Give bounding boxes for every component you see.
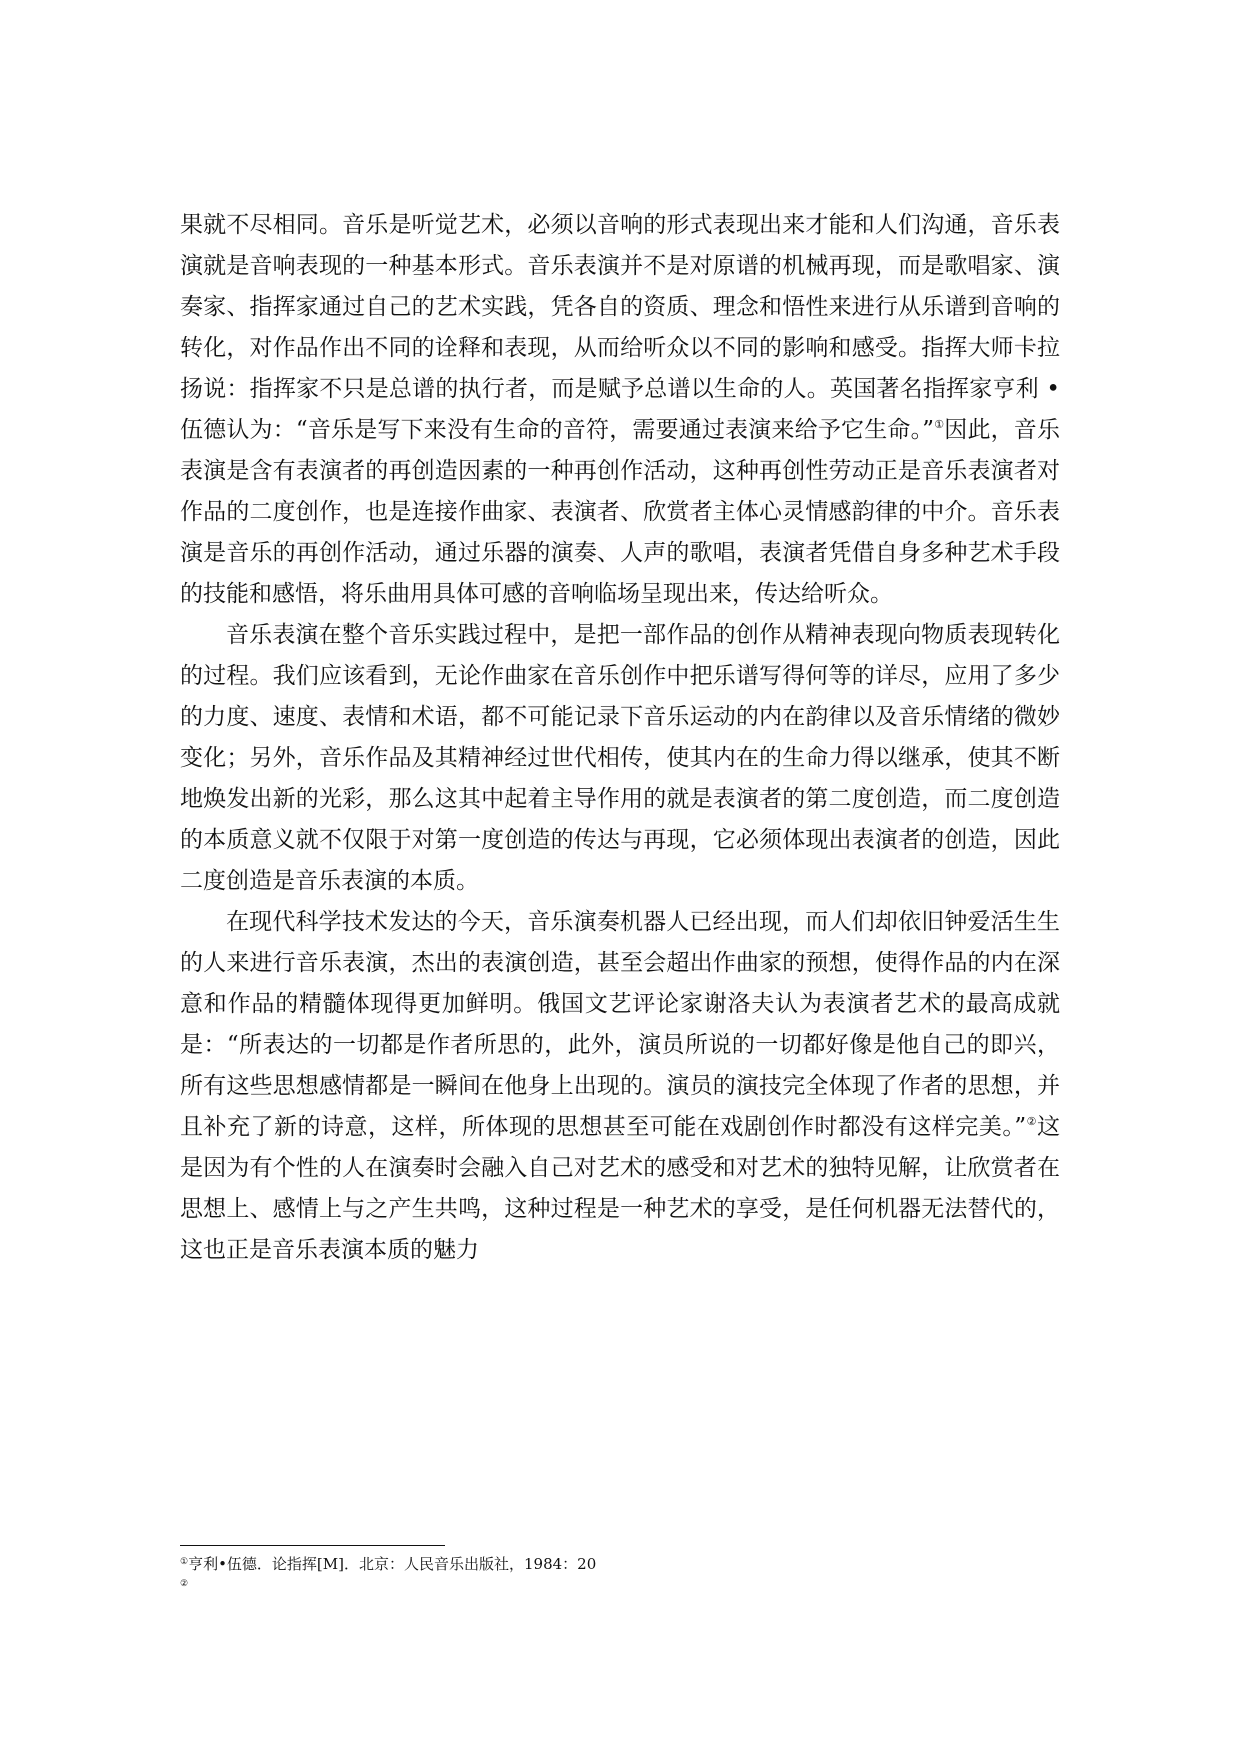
paragraph-text: 这是因为有个性的人在演奏时会融入自己对艺术的感受和对艺术的独特见解，让欣赏者在思想上、感情上与之产生共鸣，这种过程是一种艺术的享受，是任何机器无法替代的，这也正是音乐表演本质的魅力 — [180, 1114, 1060, 1263]
footnote — [180, 1575, 1060, 1597]
paragraph — [180, 615, 1060, 902]
footnote-mark: ② — [180, 1579, 189, 1589]
footnote-mark: ① — [180, 1557, 189, 1567]
paragraph-text: 音乐表演在整个音乐实践过程中，是把一部作品的创作从精神表现向物质表现转化的过程。我们应该看到，无论作曲家在音乐创作中把乐谱写得何等的详尽，应用了多少的力度、速度、表情和术语，都不可能记录下音乐运动的内在韵律以及音乐情绪的微妙变化；另外，音乐作品及其精神经过世代相传，使其内在的生命力得以继承，使其不断地焕发出新的光彩，那么这其中起着主导作用的就是表演者的第二度创造，而二度创造的本质意义就不仅限于对第一度创造的传达与再现，它必须体现出表演者的创造，因此二度创造是音乐表演的本质。 — [180, 622, 1060, 894]
paragraph-text: 因此，音乐表演是含有表演者的再创造因素的一种再创作活动，这种再创性劳动正是音乐表演者对作品的二度创作，也是连接作曲家、表演者、欣赏者主体心灵情感韵律的中介。音乐表演是音乐的再创作活动，通过乐器的演奏、人声的歌唱，表演者凭借自身多种艺术手段的技能和感悟，将乐曲用具体可感的音响临场呈现出来，传达给听众。 — [180, 417, 1060, 607]
footnote-separator — [180, 1545, 445, 1546]
paragraph — [180, 902, 1060, 1271]
paragraph — [180, 205, 1060, 615]
footnote-reference: ① — [934, 418, 945, 431]
footnote-reference: ② — [1026, 1115, 1037, 1128]
footnotes — [180, 1553, 1060, 1597]
body-text — [180, 205, 1060, 1271]
footnote-text: 亨利•伍德．论指挥[M]．北京：人民音乐出版社，1984：20 — [188, 1555, 597, 1573]
paragraph-text: 在现代科学技术发达的今天，音乐演奏机器人已经出现，而人们却依旧钟爱活生生的人来进行音乐表演，杰出的表演创造，甚至会超出作曲家的预想，使得作品的内在深意和作品的精髓体现得更加鲜明。俄国文艺评论家谢洛夫认为表演者艺术的最高成就是：“所表达的一切都是作者所思的，此外，演员所说的一切都好像是他自己的即兴，所有这些思想感情都是一瞬间在他身上出现的。演员的演技完全体现了作者的思想，并且补充了新的诗意，这样，所体现的思想甚至可能在戏剧创作时都没有这样完美。” — [180, 909, 1060, 1140]
footnote — [180, 1553, 1060, 1575]
paragraph-text: 果就不尽相同。音乐是听觉艺术，必须以音响的形式表现出来才能和人们沟通，音乐表演就是音响表现的一种基本形式。音乐表演并不是对原谱的机械再现，而是歌唱家、演奏家、指挥家通过自己的艺术实践，凭各自的资质、理念和悟性来进行从乐谱到音响的转化，对作品作出不同的诠释和表现，从而给听众以不同的影响和感受。指挥大师卡拉扬说：指挥家不只是总谱的执行者，而是赋予总谱以生命的人。英国著名指挥家亨利 • 伍德认为：“音乐是写下来没有生命的音符，需要通过表演来给予它生命。” — [180, 212, 1060, 443]
